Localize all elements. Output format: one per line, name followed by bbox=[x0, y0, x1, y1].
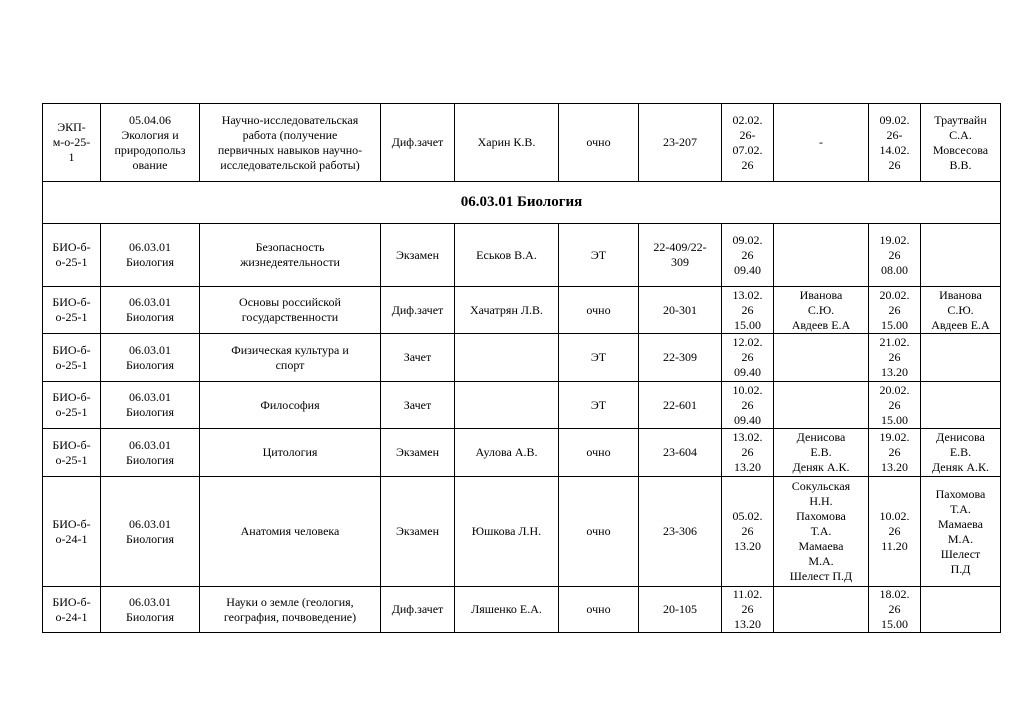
cell-form bbox=[381, 477, 455, 587]
cell-comm2 bbox=[921, 382, 1001, 429]
cell-line: Экзамен bbox=[395, 247, 439, 262]
cell-code bbox=[101, 287, 200, 334]
cell-comm1 bbox=[774, 224, 869, 287]
cell-line: Еськов В.А. bbox=[476, 247, 537, 262]
cell-line: Иванова bbox=[799, 287, 843, 302]
cell-discipline bbox=[200, 224, 381, 287]
cell-line: Харин К.В. bbox=[477, 135, 536, 149]
cell-line: 06.03.01 bbox=[129, 516, 171, 531]
cell-line: Биология bbox=[125, 310, 174, 324]
cell-room bbox=[639, 334, 722, 382]
cell-room bbox=[639, 477, 722, 587]
cell-room bbox=[639, 382, 722, 429]
cell-line: 26 bbox=[888, 445, 901, 459]
cell-line: о-24-1 bbox=[55, 609, 88, 624]
cell-line: 05.02. bbox=[732, 509, 763, 523]
cell-line: 15.00 bbox=[881, 317, 908, 332]
cell-comm1 bbox=[774, 477, 869, 587]
cell-line: 06.03.01 bbox=[129, 437, 171, 452]
cell-line: 13.02. bbox=[732, 287, 763, 302]
cell-line: 23-604 bbox=[663, 445, 697, 459]
cell-line: Анатомия человека bbox=[240, 524, 340, 538]
cell-line: БИО-б- bbox=[52, 390, 91, 404]
cell-line: 22-409/22- bbox=[653, 240, 707, 254]
cell-line: 26 bbox=[888, 397, 901, 412]
cell-line: БИО-б- bbox=[52, 240, 91, 254]
cell-date1 bbox=[722, 382, 774, 429]
cell-date2 bbox=[869, 587, 921, 633]
cell-line: Ляшенко Е.А. bbox=[471, 602, 542, 616]
cell-date2 bbox=[869, 224, 921, 287]
cell-comm1 bbox=[774, 382, 869, 429]
cell-line: Диф.зачет bbox=[391, 302, 444, 317]
cell-line: 11.02. bbox=[732, 587, 763, 601]
section-title: 06.03.01 Биология bbox=[43, 182, 1001, 224]
cell-line: 26- bbox=[739, 127, 756, 142]
cell-form bbox=[381, 382, 455, 429]
cell-line: Экзамен bbox=[395, 445, 439, 459]
cell-room bbox=[639, 587, 722, 633]
cell-room bbox=[639, 429, 722, 477]
cell-discipline bbox=[200, 587, 381, 633]
cell-line: 09.40 bbox=[734, 365, 761, 379]
cell-date1 bbox=[722, 224, 774, 287]
cell-discipline bbox=[200, 429, 381, 477]
cell-line: 09.02. bbox=[732, 232, 763, 247]
cell-group bbox=[43, 334, 101, 382]
cell-line: Авдеев Е.А bbox=[931, 317, 990, 332]
cell-line: 14.02. bbox=[879, 142, 910, 157]
cell-line: М.А. bbox=[808, 554, 834, 568]
cell-line: о-25-1 bbox=[55, 357, 88, 372]
cell-discipline bbox=[200, 334, 381, 382]
cell-code bbox=[101, 382, 200, 429]
cell-line: 26 bbox=[741, 524, 754, 538]
cell-discipline bbox=[200, 287, 381, 334]
cell-line: Пахомова bbox=[935, 486, 986, 501]
cell-form bbox=[381, 587, 455, 633]
table-row bbox=[43, 587, 1001, 633]
table-row bbox=[43, 477, 1001, 587]
cell-line: Биология bbox=[125, 405, 174, 419]
cell-mode bbox=[559, 429, 639, 477]
cell-line: 10.02. bbox=[732, 382, 763, 397]
cell-code bbox=[101, 224, 200, 287]
cell-line: 21.02. bbox=[879, 335, 910, 349]
cell-line: 22-601 bbox=[663, 397, 697, 412]
cell-line: Диф.зачет bbox=[391, 602, 444, 616]
schedule-body bbox=[43, 104, 1001, 633]
cell-line: 06.03.01 bbox=[129, 295, 171, 309]
cell-code bbox=[101, 587, 200, 633]
cell-comm2 bbox=[921, 287, 1001, 334]
cell-line: 10.02. bbox=[879, 509, 910, 523]
cell-line: Цитология bbox=[262, 445, 318, 459]
cell-line: 15.00 bbox=[881, 617, 908, 631]
cell-line: Денисова bbox=[796, 430, 846, 444]
cell-date1 bbox=[722, 429, 774, 477]
cell-teacher bbox=[455, 224, 559, 287]
cell-comm2 bbox=[921, 587, 1001, 633]
cell-line: о-25-1 bbox=[55, 405, 88, 419]
cell-line: С.А. bbox=[949, 127, 972, 142]
table-row bbox=[43, 429, 1001, 477]
cell-date1 bbox=[722, 334, 774, 382]
cell-line: Шелест bbox=[940, 546, 981, 561]
cell-line: Диф.зачет bbox=[391, 135, 444, 149]
cell-line: С.Ю. bbox=[807, 302, 835, 317]
cell-line: исследовательской работы) bbox=[220, 157, 360, 172]
cell-line: Биология bbox=[125, 255, 174, 269]
cell-line: БИО-б- bbox=[52, 437, 91, 452]
cell-line: Пахомова bbox=[796, 509, 846, 523]
cell-line: Иванова bbox=[939, 287, 982, 302]
cell-comm1 bbox=[774, 429, 869, 477]
cell-line: Экология и bbox=[121, 127, 179, 142]
cell-group bbox=[43, 587, 101, 633]
cell-line: очно bbox=[586, 445, 611, 459]
cell-code bbox=[101, 104, 200, 182]
cell-line: 05.04.06 bbox=[129, 112, 171, 127]
cell-line: 23-306 bbox=[663, 524, 697, 538]
cell-line: Экзамен bbox=[395, 524, 439, 538]
cell-line: Зачет bbox=[403, 350, 432, 364]
cell-teacher bbox=[455, 104, 559, 182]
cell-line: Сокульская bbox=[791, 479, 851, 493]
cell-line: 18.02. bbox=[879, 587, 910, 601]
cell-line: очно bbox=[586, 602, 611, 616]
cell-form bbox=[381, 287, 455, 334]
cell-teacher bbox=[455, 287, 559, 334]
cell-line: о-25-1 bbox=[55, 452, 88, 467]
cell-date1 bbox=[722, 587, 774, 633]
cell-group bbox=[43, 224, 101, 287]
cell-date1 bbox=[722, 477, 774, 587]
cell-comm2 bbox=[921, 224, 1001, 287]
cell-form bbox=[381, 224, 455, 287]
cell-date2 bbox=[869, 429, 921, 477]
cell-line: 13.20 bbox=[734, 617, 761, 631]
cell-line: ование bbox=[132, 157, 168, 172]
cell-line: Физическая культура и bbox=[231, 342, 349, 357]
cell-line: Мамаева bbox=[798, 539, 844, 553]
cell-line: БИО-б- bbox=[52, 342, 91, 357]
cell-line: 26 bbox=[888, 524, 901, 538]
cell-line: Хачатрян Л.В. bbox=[469, 302, 544, 317]
cell-line: первичных навыков научно- bbox=[217, 142, 363, 157]
cell-line: Юшкова Л.Н. bbox=[471, 524, 542, 538]
section-row bbox=[43, 182, 1001, 224]
cell-line: Философия bbox=[260, 397, 320, 412]
cell-line: ЭТ bbox=[590, 397, 607, 412]
cell-comm1 bbox=[774, 287, 869, 334]
cell-form bbox=[381, 334, 455, 382]
cell-line: БИО-б- bbox=[52, 594, 91, 609]
cell-teacher bbox=[455, 382, 559, 429]
cell-date2 bbox=[869, 382, 921, 429]
cell-line: очно bbox=[586, 524, 611, 538]
cell-line: Мамаева bbox=[938, 516, 983, 531]
cell-line: жизнедеятельности bbox=[240, 255, 340, 269]
cell-line: 26 bbox=[888, 302, 901, 317]
cell-line: 06.03.01 bbox=[129, 240, 171, 254]
cell-comm2 bbox=[921, 429, 1001, 477]
cell-comm2 bbox=[921, 477, 1001, 587]
cell-group bbox=[43, 287, 101, 334]
cell-line: Шелест П.Д bbox=[789, 569, 853, 583]
cell-line: Деняк А.К. bbox=[931, 460, 990, 474]
cell-line: 23-207 bbox=[663, 135, 697, 149]
cell-comm2 bbox=[921, 104, 1001, 182]
table-row bbox=[43, 334, 1001, 382]
cell-comm1 bbox=[774, 104, 869, 182]
cell-teacher bbox=[455, 587, 559, 633]
cell-code bbox=[101, 429, 200, 477]
cell-line: Биология bbox=[125, 452, 174, 467]
cell-line: 26 bbox=[888, 350, 901, 364]
cell-line: очно bbox=[586, 302, 611, 317]
cell-line: Авдеев Е.А bbox=[791, 317, 851, 332]
cell-line: М.А. bbox=[947, 531, 974, 546]
cell-date2 bbox=[869, 104, 921, 182]
cell-date1 bbox=[722, 287, 774, 334]
cell-line: Зачет bbox=[403, 397, 432, 412]
cell-line: П.Д bbox=[950, 561, 971, 576]
cell-line: 12.02. bbox=[732, 335, 763, 349]
cell-date2 bbox=[869, 477, 921, 587]
cell-group bbox=[43, 429, 101, 477]
cell-form bbox=[381, 104, 455, 182]
cell-line: природопольз bbox=[114, 142, 186, 157]
table-row bbox=[43, 382, 1001, 429]
cell-line: 08.00 bbox=[881, 262, 908, 277]
cell-line: 11.20 bbox=[881, 539, 908, 553]
cell-comm2 bbox=[921, 334, 1001, 382]
cell-line: Н.Н. bbox=[809, 494, 833, 508]
cell-line: 02.02. bbox=[732, 112, 763, 127]
cell-line: 06.03.01 bbox=[129, 594, 171, 609]
cell-mode bbox=[559, 587, 639, 633]
cell-room bbox=[639, 287, 722, 334]
cell-line: ЭТ bbox=[590, 350, 607, 364]
cell-teacher bbox=[455, 429, 559, 477]
cell-line: 26 bbox=[888, 157, 901, 172]
cell-line: 26- bbox=[886, 127, 903, 142]
cell-line: 13.20 bbox=[881, 460, 908, 474]
cell-line: Основы российской bbox=[239, 295, 341, 309]
cell-line: работа (получение bbox=[242, 127, 338, 142]
cell-form bbox=[381, 429, 455, 477]
cell-line: 1 bbox=[68, 150, 75, 164]
cell-line: 06.03.01 bbox=[129, 390, 171, 404]
cell-comm1 bbox=[774, 334, 869, 382]
cell-line: государственности bbox=[241, 310, 339, 324]
cell-line: В.В. bbox=[949, 157, 972, 172]
cell-line: Е.В. bbox=[810, 445, 832, 459]
cell-date2 bbox=[869, 334, 921, 382]
cell-group bbox=[43, 382, 101, 429]
cell-line: 06.03.01 bbox=[129, 342, 171, 357]
cell-line: ЭТ bbox=[590, 247, 607, 262]
cell-line: 19.02. bbox=[879, 232, 910, 247]
cell-line: Безопасность bbox=[255, 240, 325, 254]
cell-line: Траутвайн bbox=[934, 112, 987, 127]
cell-group bbox=[43, 477, 101, 587]
cell-room bbox=[639, 104, 722, 182]
cell-line: 13.20 bbox=[734, 539, 761, 553]
cell-line: Денисова bbox=[936, 430, 985, 444]
cell-line: 26 bbox=[741, 602, 754, 616]
cell-line: о-25-1 bbox=[55, 255, 88, 269]
cell-date1 bbox=[722, 104, 774, 182]
cell-group bbox=[43, 104, 101, 182]
cell-code bbox=[101, 334, 200, 382]
cell-line: 20-301 bbox=[663, 302, 697, 317]
cell-line: о-24-1 bbox=[55, 531, 88, 546]
cell-line: Биология bbox=[125, 531, 174, 546]
cell-line: Деняк А.К. bbox=[792, 460, 850, 474]
cell-date2 bbox=[869, 287, 921, 334]
cell-mode bbox=[559, 477, 639, 587]
cell-line: Биология bbox=[125, 609, 174, 624]
cell-line: 15.00 bbox=[734, 317, 761, 332]
cell-mode bbox=[559, 104, 639, 182]
cell-line: 26 bbox=[741, 397, 754, 412]
cell-room bbox=[639, 224, 722, 287]
cell-line: БИО-б- bbox=[52, 516, 91, 531]
cell-line: Е.В. bbox=[949, 445, 972, 459]
cell-comm1 bbox=[774, 587, 869, 633]
schedule-table bbox=[42, 103, 1001, 633]
cell-line: Науки о земле (геология, bbox=[226, 594, 354, 609]
cell-line: 15.00 bbox=[881, 412, 908, 427]
cell-line: 13.02. bbox=[732, 430, 763, 444]
cell-line: 26 bbox=[741, 247, 754, 262]
table-row bbox=[43, 104, 1001, 182]
cell-line: 13.20 bbox=[734, 460, 761, 474]
cell-line: Т.А. bbox=[810, 524, 832, 538]
cell-discipline bbox=[200, 382, 381, 429]
cell-line: 09.02. bbox=[879, 112, 910, 127]
cell-line: Мовсесова bbox=[932, 142, 989, 157]
cell-line: 26 bbox=[741, 445, 754, 459]
cell-line: 20.02. bbox=[879, 287, 910, 302]
cell-line: С.Ю. bbox=[947, 302, 974, 317]
cell-teacher bbox=[455, 477, 559, 587]
cell-line: 20.02. bbox=[879, 382, 910, 397]
cell-line: 309 bbox=[671, 255, 689, 269]
cell-line: Т.А. bbox=[950, 501, 971, 516]
cell-line: Биология bbox=[125, 357, 174, 372]
cell-line: 09.40 bbox=[734, 262, 761, 277]
cell-line: география, почвоведение) bbox=[223, 609, 357, 624]
cell-line: Научно-исследовательская bbox=[221, 112, 359, 127]
cell-line: м-о-25- bbox=[52, 135, 91, 149]
cell-line: 26 bbox=[888, 247, 901, 262]
cell-teacher bbox=[455, 334, 559, 382]
table-row bbox=[43, 224, 1001, 287]
cell-line: 13.20 bbox=[881, 365, 908, 379]
cell-line: 19.02. bbox=[879, 430, 910, 444]
cell-line: Аулова А.В. bbox=[475, 445, 538, 459]
cell-line: БИО-б- bbox=[52, 295, 91, 309]
cell-mode bbox=[559, 224, 639, 287]
cell-line: 26 bbox=[741, 157, 754, 172]
cell-line: 07.02. bbox=[732, 142, 763, 157]
cell-line: очно bbox=[586, 135, 611, 149]
cell-line: 22-309 bbox=[663, 350, 697, 364]
cell-line: 26 bbox=[741, 350, 754, 364]
cell-line: 09.40 bbox=[734, 412, 761, 427]
cell-line: 20-105 bbox=[663, 602, 697, 616]
cell-code bbox=[101, 477, 200, 587]
cell-line: спорт bbox=[275, 357, 305, 372]
cell-line: о-25-1 bbox=[55, 310, 88, 324]
cell-line: 26 bbox=[741, 302, 754, 317]
table-row bbox=[43, 287, 1001, 334]
cell-mode bbox=[559, 382, 639, 429]
cell-line: - bbox=[819, 135, 823, 149]
cell-line: ЭКП- bbox=[57, 120, 86, 134]
cell-mode bbox=[559, 287, 639, 334]
cell-discipline bbox=[200, 477, 381, 587]
cell-discipline bbox=[200, 104, 381, 182]
cell-mode bbox=[559, 334, 639, 382]
cell-line: 26 bbox=[888, 602, 901, 616]
